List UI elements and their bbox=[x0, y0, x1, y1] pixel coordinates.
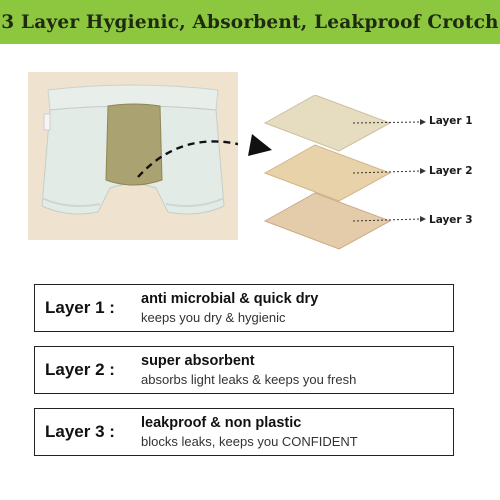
header-banner bbox=[0, 0, 500, 44]
page-title: 3 Layer Hygienic, Absorbent, Leakproof Crotch bbox=[1, 11, 499, 33]
feature-tag: Layer 1 : bbox=[45, 298, 115, 317]
diagram-label-layer-1: Layer 1 bbox=[429, 115, 473, 127]
layer-1-fabric bbox=[265, 95, 390, 151]
feature-card-layer-1 bbox=[34, 284, 454, 332]
feature-card-layer-2 bbox=[34, 346, 454, 394]
feature-card-layer-3 bbox=[34, 408, 454, 456]
feature-subtitle: keeps you dry & hygienic bbox=[141, 310, 286, 325]
feature-subtitle: absorbs light leaks & keeps you fresh bbox=[141, 372, 357, 387]
feature-subtitle: blocks leaks, keeps you CONFIDENT bbox=[141, 434, 358, 449]
layer-2-fabric bbox=[265, 145, 390, 201]
boxer-brief-image bbox=[28, 72, 238, 240]
diagram-label-layer-3: Layer 3 bbox=[429, 214, 473, 226]
feature-title: leakproof & non plastic bbox=[141, 415, 302, 431]
feature-title: super absorbent bbox=[141, 353, 255, 369]
layer-3-fabric bbox=[265, 193, 390, 249]
feature-tag: Layer 3 : bbox=[45, 422, 115, 441]
diagram-label-layer-2: Layer 2 bbox=[429, 165, 473, 177]
feature-tag: Layer 2 : bbox=[45, 360, 115, 379]
feature-title: anti microbial & quick dry bbox=[141, 291, 319, 307]
